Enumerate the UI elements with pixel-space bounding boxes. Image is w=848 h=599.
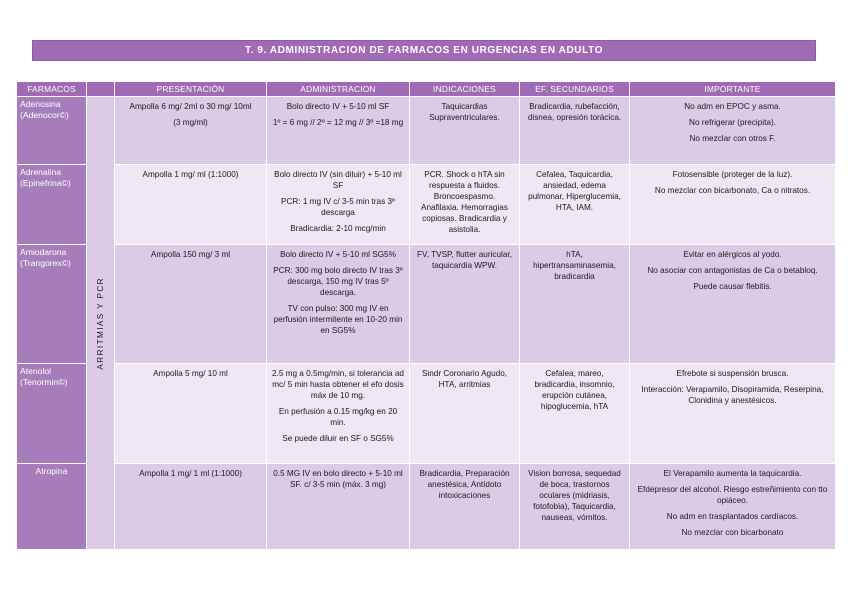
indicaciones-text: Taquicardias Supraventriculares. <box>429 102 500 122</box>
importante-text: No asociar con antagonistas de Ca o betabloq. <box>647 266 818 275</box>
header-ef-secundarios: EF. SECUNDARIOS <box>520 82 630 97</box>
importante-text: No mezclar con bicarbonato <box>681 528 784 537</box>
drug-brand: (Trangorex©) <box>20 258 71 268</box>
administracion-text: PCR: 1 mg IV c/ 3-5 min tras 3º descarga <box>280 197 395 217</box>
drug-name: Amiodarona <box>20 247 67 257</box>
administracion-text: 0.5 MG IV en bolo directo + 5-10 ml SF. c/ 3-5 min (máx. 3 mg) <box>273 469 403 489</box>
header-importante: IMPORTANTE <box>630 82 836 97</box>
table-row <box>17 245 836 364</box>
importante-text: Puede causar flebitis. <box>693 282 772 291</box>
presentacion-cell <box>115 165 267 245</box>
importante-text: Interacción: Verapamilo, Disopiramida, Reserpina, Clonidina y anestésicos. <box>641 385 824 405</box>
importante-text: No adm en trasplantados cardíacos. <box>666 512 799 521</box>
indicaciones-text: PCR. Shock o hTA sin respuesta a fluidos. Broncoespasmo. Anafilaxia. Hemorragias copiosas. Bradicardia y asistolia. <box>421 170 508 234</box>
administracion-text: PCR: 300 mg bolo directo IV tras 3º descarga, 150 mg IV tras 5º descarga. <box>273 266 403 297</box>
table-row <box>17 464 836 550</box>
administracion-text: 2.5 mg a 0.5mg/min, si tolerancia ad mc/ 5 min hasta obtener el efo dosis máx de 10 mg. <box>272 369 404 400</box>
importante-text: Fotosensible (proteger de la luz). <box>672 170 793 179</box>
header-presentacion: PRESENTACIÓN <box>115 82 267 97</box>
drug-name-cell <box>17 464 87 550</box>
header-indicaciones: INDICACIONES <box>410 82 520 97</box>
importante-cell <box>630 245 836 364</box>
secundarios-text: Cefalea, mareo, bradicardia, insomnio, erupción cutánea, hipoglucemia, hTA <box>534 369 615 411</box>
secundarios-text: Bradicardia, rubefacción, disnea, opresión torácica. <box>527 102 622 122</box>
drug-brand: (Epinefrina©) <box>20 178 71 188</box>
importante-text: No refrigerar (precipita). <box>689 118 776 127</box>
administracion-cell <box>267 364 410 464</box>
presentacion-text: (3 mg/ml) <box>173 118 208 127</box>
presentacion-text: Ampolla 150 mg/ 3 ml <box>150 250 231 259</box>
administracion-cell <box>267 97 410 165</box>
drug-name: Atenolol <box>20 366 52 376</box>
table-row <box>17 165 836 245</box>
presentacion-text: Ampolla 1 mg/ 1 ml (1:1000) <box>139 469 242 478</box>
secundarios-text: hTA, hipertransaminasemia, bradicardia <box>533 250 616 281</box>
importante-cell <box>630 464 836 550</box>
presentacion-text: Ampolla 1 mg/ ml (1:1000) <box>142 170 239 179</box>
header-farmacos: FARMACOS <box>17 82 87 97</box>
importante-text: No adm en EPOC y asma. <box>684 102 781 111</box>
administracion-text: Bolo directo IV + 5-10 ml SF <box>286 102 390 111</box>
administracion-text: Bolo directo IV (sin diluir) + 5-10 ml SF <box>274 170 402 190</box>
administracion-text: En perfusión a 0.15 mg/kg en 20 min. <box>278 407 398 427</box>
drug-name-cell <box>17 245 87 364</box>
indicaciones-text: Sindr Coronario Agudo, HTA, arritmias <box>421 369 508 389</box>
secundarios-text: Cefalea, Taquicardia, ansiedad, edema pulmonar, Hiperglucemia, HTA, IAM. <box>528 170 621 212</box>
importante-text: Efdepresor del alcohol. Riesgo estreñimiento con tto opiáceo. <box>637 485 828 505</box>
drug-name-cell <box>17 364 87 464</box>
indicaciones-cell <box>410 97 520 165</box>
secundarios-cell <box>520 364 630 464</box>
importante-text: Evitar en alérgicos al yodo. <box>683 250 782 259</box>
administracion-cell <box>267 245 410 364</box>
drug-name-cell <box>17 97 87 165</box>
presentacion-cell <box>115 464 267 550</box>
secundarios-cell <box>520 464 630 550</box>
page-title: T. 9. ADMINISTRACION DE FARMACOS EN URGENCIAS EN ADULTO <box>32 40 816 61</box>
indicaciones-cell <box>410 165 520 245</box>
table-row <box>17 364 836 464</box>
importante-cell <box>630 97 836 165</box>
importante-text: No mezclar con otros F. <box>689 134 776 143</box>
header-row <box>17 82 836 97</box>
importante-cell <box>630 364 836 464</box>
table-row <box>17 97 836 165</box>
indicaciones-text: Bradicardia, Preparación anestésica, Antídoto intoxicaciones <box>419 469 510 500</box>
secundarios-text: Vision borrosa, sequedad de boca, trastornos oculares (midriasis, fotofobia), Taquicardia, nauseas, vómitos. <box>528 469 621 522</box>
drug-name: Adrenalina <box>20 167 62 177</box>
importante-text: Efrebote si suspensión brusca. <box>676 369 789 378</box>
drug-brand: (Tenormin©) <box>20 377 68 387</box>
indicaciones-cell <box>410 364 520 464</box>
header-administracion: ADMINISTRACION <box>267 82 410 97</box>
presentacion-text: Ampolla 6 mg/ 2ml o 30 mg/ 10ml <box>129 102 252 111</box>
secundarios-cell <box>520 165 630 245</box>
indicaciones-text: FV, TVSP, flutter auricular, taquicardia WPW. <box>417 250 512 270</box>
header-spacer <box>87 82 115 97</box>
administracion-cell <box>267 464 410 550</box>
group-label: ARRITMIAS Y PCR <box>96 276 105 370</box>
presentacion-cell <box>115 245 267 364</box>
secundarios-cell <box>520 245 630 364</box>
indicaciones-cell <box>410 245 520 364</box>
administracion-text: TV con pulso: 300 mg IV en perfusión intermitente en 10-20 min en SG5% <box>273 304 403 335</box>
administracion-text: Bolo directo IV + 5-10 ml SG5% <box>280 250 396 259</box>
administracion-text: Se puede diluir en SF o SG5% <box>282 434 394 443</box>
administracion-cell <box>267 165 410 245</box>
importante-cell <box>630 165 836 245</box>
drug-name: Adenosina <box>20 99 61 109</box>
drug-table <box>16 81 836 550</box>
group-label-cell <box>87 97 115 550</box>
secundarios-cell <box>520 97 630 165</box>
presentacion-cell <box>115 364 267 464</box>
drug-name-cell <box>17 165 87 245</box>
importante-text: El Verapamilo aumenta la taquicardia. <box>663 469 802 478</box>
presentacion-cell <box>115 97 267 165</box>
importante-text: No mezclar con bicarbonato, Ca o nitratos. <box>654 186 811 195</box>
administracion-text: 1º = 6 mg // 2º = 12 mg // 3º =18 mg <box>272 118 404 127</box>
administracion-text: Bradicardia: 2-10 mcg/min <box>290 224 386 233</box>
drug-brand: (Adenocor©) <box>20 110 69 120</box>
indicaciones-cell <box>410 464 520 550</box>
drug-name: Atropina <box>35 466 68 476</box>
presentacion-text: Ampolla 5 mg/ 10 ml <box>153 369 228 378</box>
